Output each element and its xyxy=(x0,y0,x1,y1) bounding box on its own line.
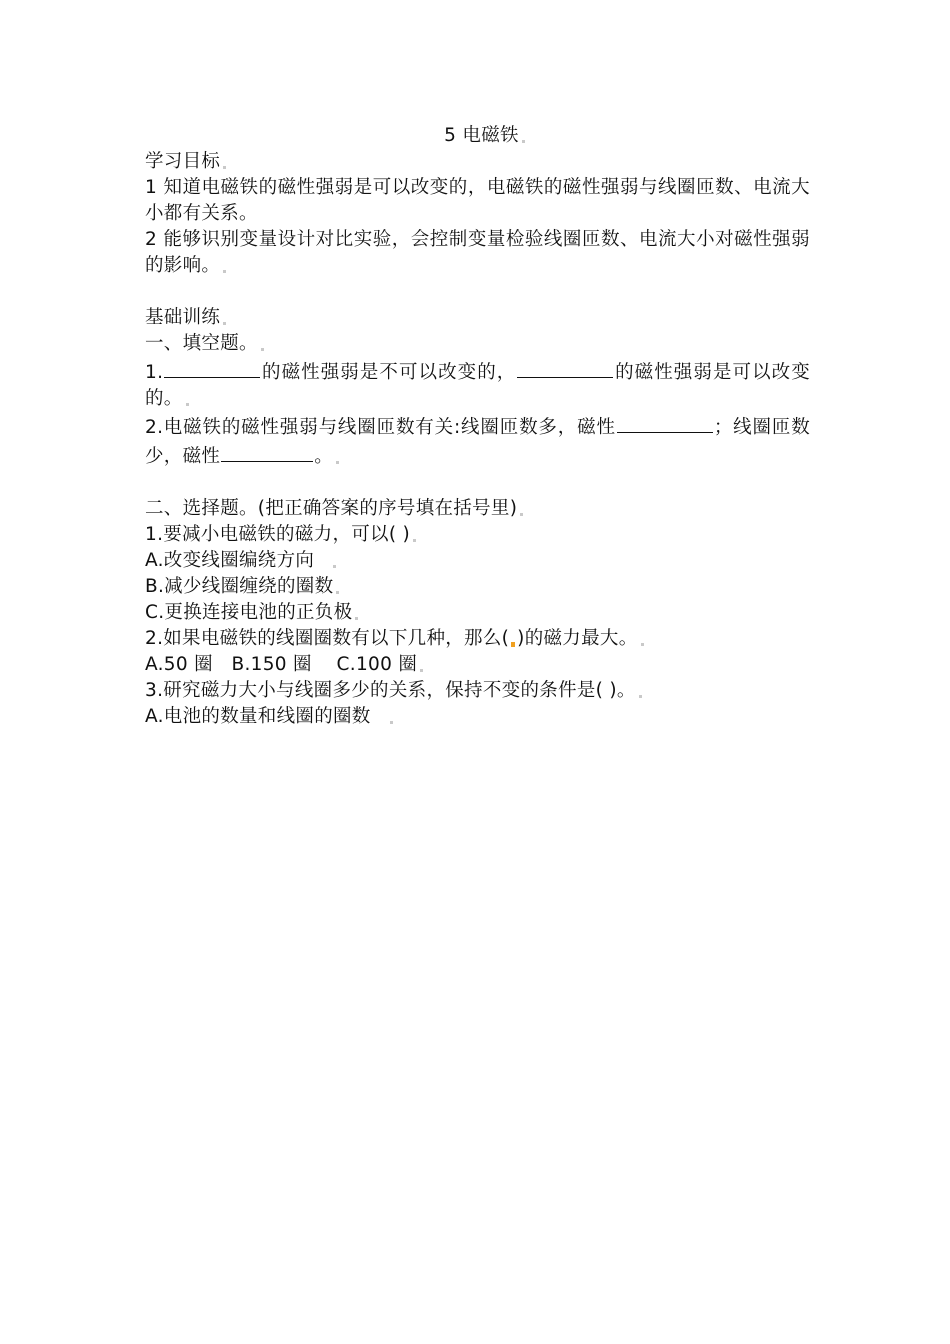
paragraph-mark xyxy=(355,617,358,620)
choice-q2-text-b: )的磁力最大。 xyxy=(517,628,638,649)
paragraph-mark xyxy=(390,721,393,724)
paragraph-mark xyxy=(223,166,226,169)
answer-blank[interactable] xyxy=(517,357,613,378)
paragraph-mark xyxy=(333,565,336,568)
fill-q2-text-b: ；线圈匝数少，磁性 xyxy=(145,417,810,467)
answer-blank[interactable] xyxy=(617,412,713,433)
objective-item-2-text: 2 能够识别变量设计对比实验，会控制变量检验线圈匝数、电流大小对磁性强弱的影响。 xyxy=(145,229,810,276)
paragraph-mark xyxy=(520,513,523,516)
fill-q2-text-a: 电磁铁的磁性强弱与线圈匝数有关:线圈匝数多，磁性 xyxy=(163,417,616,438)
fill-q1-text-b: 的磁性强弱是可以改变的。 xyxy=(145,362,810,409)
paragraph-mark xyxy=(186,403,189,406)
fill-q2-number: 2. xyxy=(145,417,164,438)
option-b-text: B.减少线圈缠绕的圈数 xyxy=(145,576,334,597)
objective-item-2 xyxy=(145,227,810,279)
page-title xyxy=(145,123,810,149)
choice-q3-text: 3.研究磁力大小与线圈多少的关系，保持不变的条件是( )。 xyxy=(145,680,636,701)
blank-line xyxy=(145,279,810,305)
paragraph-mark xyxy=(336,591,339,594)
fill-q1-number: 1. xyxy=(145,362,164,383)
paragraph-mark xyxy=(522,140,525,143)
blank-line xyxy=(145,470,810,496)
option-c-text: C.更换连接电池的正负极 xyxy=(145,602,353,623)
choice-q1-text: 1.要减小电磁铁的磁力，可以( ) xyxy=(145,524,411,545)
choice-q1-option-a xyxy=(145,548,810,574)
paragraph-mark xyxy=(641,643,644,646)
answer-blank[interactable] xyxy=(221,441,313,462)
paragraph-mark xyxy=(413,539,416,542)
fill-section-heading-text: 一、填空题。 xyxy=(145,333,258,354)
fill-question-1 xyxy=(145,357,810,412)
choice-q2-options-text: A.50 圈 B.150 圈 C.100 圈 xyxy=(145,654,418,675)
choice-q2-options xyxy=(145,652,810,678)
choice-q1-option-c xyxy=(145,600,810,626)
paragraph-mark xyxy=(223,322,226,325)
paragraph-mark xyxy=(261,348,264,351)
objective-item-1: 1 知道电磁铁的磁性强弱是可以改变的，电磁铁的磁性强弱与线圈匝数、电流大小都有关系。 xyxy=(145,177,810,224)
choice-section-heading-text: 二、选择题。(把正确答案的序号填在括号里) xyxy=(145,498,518,519)
choice-question-3 xyxy=(145,678,810,704)
paragraph-mark xyxy=(420,669,423,672)
title-text: 5 电磁铁 xyxy=(444,125,519,146)
fill-section-heading xyxy=(145,331,810,357)
objectives-heading-text: 学习目标 xyxy=(145,151,221,172)
choice-q2-text-a: 2.如果电磁铁的线圈圈数有以下几种，那么( xyxy=(145,628,510,649)
choice-q1-option-b xyxy=(145,574,810,600)
paragraph-mark xyxy=(336,461,339,464)
paragraph-mark xyxy=(639,695,642,698)
document-content xyxy=(145,123,810,730)
choice-question-1 xyxy=(145,522,810,548)
objectives-heading xyxy=(145,149,810,175)
choice-q3-option-a xyxy=(145,704,810,730)
option-a-text: A.电池的数量和线圈的圈数 xyxy=(145,706,371,727)
choice-section-heading xyxy=(145,496,810,522)
choice-question-2 xyxy=(145,626,810,652)
fill-q1-text-a: 的磁性强弱是不可以改变的， xyxy=(261,362,517,383)
answer-blank[interactable] xyxy=(164,357,260,378)
paragraph-mark xyxy=(223,270,226,273)
training-heading-text: 基础训练 xyxy=(145,307,221,328)
training-heading xyxy=(145,305,810,331)
option-a-text: A.改变线圈编绕方向 xyxy=(145,550,315,571)
fill-question-2 xyxy=(145,412,810,470)
fill-q2-text-c: 。 xyxy=(314,446,334,467)
cursor-marker xyxy=(511,642,515,647)
